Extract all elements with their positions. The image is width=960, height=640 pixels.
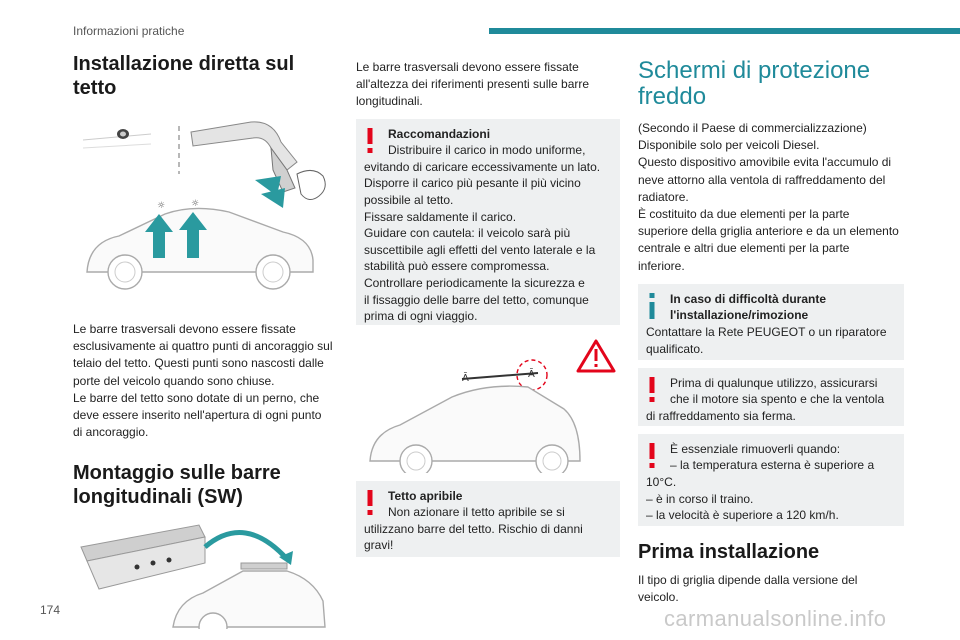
watermark: carmanualsonline.info bbox=[664, 606, 887, 631]
box-line: gravi! bbox=[364, 538, 394, 553]
installation-info-box bbox=[638, 284, 904, 360]
text-line: inferiore. bbox=[638, 258, 685, 273]
text-line: Le barre trasversali devono essere fissate bbox=[73, 322, 296, 336]
warning-exclamation-icon bbox=[366, 490, 374, 516]
text-line: (Secondo il Paese di commercializzazione) bbox=[638, 121, 867, 135]
recommendations-warning-box bbox=[356, 119, 620, 325]
svg-text:☼: ☼ bbox=[191, 199, 200, 209]
box-line: qualificato. bbox=[646, 341, 704, 356]
text-line: superiore della griglia anteriore e da un elemento bbox=[638, 224, 899, 239]
svg-text:Ā: Ā bbox=[528, 368, 535, 380]
section-label: Informazioni pratiche bbox=[73, 24, 185, 38]
roof-install-text bbox=[73, 321, 339, 441]
engine-off-warning-box bbox=[638, 368, 904, 426]
warning-exclamation-icon bbox=[648, 443, 656, 469]
heading-roof-install: Installazione diretta sul tetto bbox=[73, 53, 295, 99]
box-line: Non azionare il tetto apribile se si bbox=[388, 505, 565, 520]
box-line: stabilità può essere compromessa. bbox=[364, 259, 550, 274]
text-line: deve essere inserito nell'apertura di ogni punto bbox=[73, 408, 322, 423]
text-line: centrale e altri due elementi per la parte bbox=[638, 241, 850, 256]
box-line: È essenziale rimuoverli quando: bbox=[670, 441, 841, 456]
svg-text:☼: ☼ bbox=[157, 201, 166, 211]
text-line: Le barre trasversali devono essere fissate bbox=[356, 60, 579, 74]
first-install-text bbox=[638, 572, 904, 606]
box-line: prima di ogni viaggio. bbox=[364, 309, 478, 324]
heading-line: freddo bbox=[638, 83, 707, 110]
box-line: Prima di qualunque utilizzo, assicurarsi bbox=[670, 375, 878, 390]
text-line: neve attorno alla ventola di raffreddamento del bbox=[638, 172, 886, 187]
sunroof-warning-box bbox=[356, 481, 620, 557]
heading-line: Schermi di protezione bbox=[638, 57, 871, 84]
text-line: all'altezza dei riferimenti presenti sulle barre bbox=[356, 77, 590, 92]
sunroof-warning-illustration bbox=[356, 333, 620, 473]
box-line: evitando di caricare eccessivamente un lato. bbox=[364, 159, 601, 174]
heading-line: Montaggio sulle barre bbox=[73, 462, 281, 485]
box-line: che il motore sia spento e che la ventola bbox=[670, 392, 885, 407]
box-line: Disporre il carico più pesante il più vicino bbox=[364, 176, 581, 191]
heading-cold-protection bbox=[638, 58, 904, 110]
text-line: di ancoraggio. bbox=[73, 425, 149, 440]
intro-text bbox=[356, 59, 620, 111]
page-number: 174 bbox=[40, 603, 61, 617]
box-line: – la velocità è superiore a 120 km/h. bbox=[646, 508, 839, 523]
box-title: Tetto apribile bbox=[388, 488, 463, 503]
column-2 bbox=[356, 9, 620, 557]
box-line: Controllare periodicamente la sicurezza e bbox=[364, 275, 585, 290]
box-line: – è in corso il traino. bbox=[646, 491, 754, 506]
box-line: il fissaggio delle barre del tetto, comunque bbox=[364, 292, 589, 307]
heading-longitudinal-bars bbox=[73, 461, 339, 509]
box-title: l'installazione/rimozione bbox=[670, 308, 809, 323]
text-line: Il tipo di griglia dipende dalla versione del bbox=[638, 572, 858, 587]
text-line: porte del veicolo quando sono chiuse. bbox=[73, 373, 275, 388]
box-line: di raffreddamento sia ferma. bbox=[646, 409, 796, 424]
column-1 bbox=[73, 52, 339, 629]
roof-install-illustration bbox=[73, 114, 339, 292]
longitudinal-bars-illustration bbox=[73, 519, 339, 629]
box-line: suscettibile agli effetti del vento laterale e la bbox=[364, 242, 596, 257]
box-line: Fissare saldamente il carico. bbox=[364, 209, 517, 224]
box-line: Distribuire il carico in modo uniforme, bbox=[388, 143, 586, 158]
heading-line: longitudinali (SW) bbox=[73, 486, 243, 509]
box-line: Contattare la Rete PEUGEOT o un riparatore bbox=[646, 325, 887, 340]
box-line: 10°C. bbox=[646, 475, 677, 490]
text-line: veicolo. bbox=[638, 590, 679, 605]
text-line: È costituito da due elementi per la parte bbox=[638, 207, 850, 222]
box-line: – la temperatura esterna è superiore a bbox=[670, 458, 875, 473]
heading-first-install: Prima installazione bbox=[638, 540, 820, 563]
box-line: Guidare con cautela: il veicolo sarà più bbox=[364, 226, 571, 241]
column-3 bbox=[638, 58, 904, 606]
text-line: Disponibile solo per veicoli Diesel. bbox=[638, 138, 820, 153]
warning-exclamation-icon bbox=[366, 128, 374, 154]
warning-exclamation-icon bbox=[648, 377, 656, 403]
box-line: possibile al tetto. bbox=[364, 192, 454, 207]
box-line: utilizzano barre del tetto. Rischio di danni bbox=[364, 521, 583, 536]
info-icon bbox=[648, 293, 656, 319]
text-line: Le barre del tetto sono dotate di un perno, che bbox=[73, 390, 320, 405]
box-title: Raccomandazioni bbox=[388, 126, 491, 141]
box-title: In caso di difficoltà durante bbox=[670, 291, 827, 306]
text-line: Questo dispositivo amovibile evita l'accumulo di bbox=[638, 155, 892, 170]
svg-text:Ā: Ā bbox=[462, 372, 469, 384]
text-line: telaio del tetto. Questi punti sono nascosti dalle bbox=[73, 356, 324, 371]
removal-conditions-warning-box bbox=[638, 434, 904, 526]
text-line: radiatore. bbox=[638, 189, 689, 204]
cold-protection-text bbox=[638, 120, 904, 275]
text-line: longitudinali. bbox=[356, 94, 423, 109]
text-line: esclusivamente ai quattro punti di ancoraggio sul bbox=[73, 339, 333, 354]
